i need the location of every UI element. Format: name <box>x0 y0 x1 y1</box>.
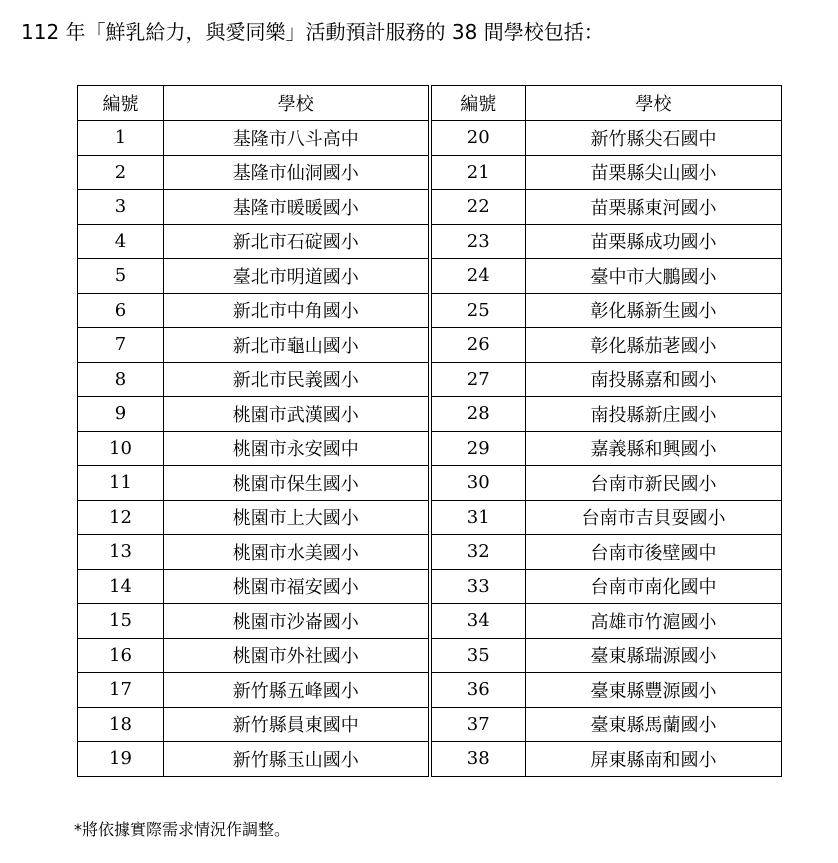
table-row <box>78 569 782 604</box>
cell-school: 苗栗縣成功國小 <box>526 224 782 259</box>
cell-number: 35 <box>430 638 526 673</box>
table-row <box>78 604 782 639</box>
header-school-right: 學校 <box>526 86 782 121</box>
school-table-container <box>77 85 782 777</box>
cell-school: 桃園市保生國小 <box>164 466 430 501</box>
cell-school: 新北市龜山國小 <box>164 328 430 363</box>
cell-number: 21 <box>430 155 526 190</box>
table-row <box>78 328 782 363</box>
cell-number: 13 <box>78 535 164 570</box>
cell-number: 28 <box>430 397 526 432</box>
cell-school: 彰化縣茄荖國小 <box>526 328 782 363</box>
cell-number: 1 <box>78 121 164 156</box>
cell-school: 苗栗縣尖山國小 <box>526 155 782 190</box>
cell-number: 31 <box>430 500 526 535</box>
table-row <box>78 707 782 742</box>
cell-number: 23 <box>430 224 526 259</box>
table-row <box>78 259 782 294</box>
cell-school: 新竹縣尖石國中 <box>526 121 782 156</box>
cell-number: 26 <box>430 328 526 363</box>
cell-school: 嘉義縣和興國小 <box>526 431 782 466</box>
cell-number: 19 <box>78 742 164 777</box>
cell-number: 16 <box>78 638 164 673</box>
header-school-left: 學校 <box>164 86 430 121</box>
cell-school: 台南市吉貝耍國小 <box>526 500 782 535</box>
cell-school: 新北市石碇國小 <box>164 224 430 259</box>
cell-school: 屏東縣南和國小 <box>526 742 782 777</box>
table-row <box>78 121 782 156</box>
cell-school: 台南市後壁國中 <box>526 535 782 570</box>
school-table <box>77 85 782 777</box>
cell-number: 30 <box>430 466 526 501</box>
table-body <box>78 121 782 777</box>
cell-number: 2 <box>78 155 164 190</box>
table-row <box>78 293 782 328</box>
cell-number: 37 <box>430 707 526 742</box>
cell-number: 17 <box>78 673 164 708</box>
footnote: *將依據實際需求情況作調整。 <box>74 820 291 839</box>
table-row <box>78 155 782 190</box>
cell-number: 6 <box>78 293 164 328</box>
cell-school: 南投縣新庄國小 <box>526 397 782 432</box>
cell-school: 臺北市明道國小 <box>164 259 430 294</box>
cell-number: 14 <box>78 569 164 604</box>
table-row <box>78 535 782 570</box>
cell-school: 台南市新民國小 <box>526 466 782 501</box>
cell-school: 新北市中角國小 <box>164 293 430 328</box>
cell-school: 臺中市大鵬國小 <box>526 259 782 294</box>
table-header-row <box>78 86 782 121</box>
cell-school: 桃園市水美國小 <box>164 535 430 570</box>
cell-number: 36 <box>430 673 526 708</box>
cell-number: 3 <box>78 190 164 225</box>
page-title: 112 年「鮮乳給力，與愛同樂」活動預計服務的 38 間學校包括： <box>21 20 604 44</box>
cell-number: 33 <box>430 569 526 604</box>
cell-school: 南投縣嘉和國小 <box>526 362 782 397</box>
cell-school: 桃園市外社國小 <box>164 638 430 673</box>
cell-school: 桃園市沙崙國小 <box>164 604 430 639</box>
cell-number: 29 <box>430 431 526 466</box>
cell-number: 18 <box>78 707 164 742</box>
cell-school: 台南市南化國中 <box>526 569 782 604</box>
cell-school: 桃園市永安國中 <box>164 431 430 466</box>
cell-number: 7 <box>78 328 164 363</box>
cell-school: 高雄市竹滬國小 <box>526 604 782 639</box>
cell-number: 11 <box>78 466 164 501</box>
cell-school: 苗栗縣東河國小 <box>526 190 782 225</box>
cell-number: 10 <box>78 431 164 466</box>
header-number-right: 編號 <box>430 86 526 121</box>
cell-number: 22 <box>430 190 526 225</box>
cell-school: 臺東縣瑞源國小 <box>526 638 782 673</box>
cell-school: 基隆市仙洞國小 <box>164 155 430 190</box>
cell-number: 25 <box>430 293 526 328</box>
table-row <box>78 742 782 777</box>
cell-number: 12 <box>78 500 164 535</box>
cell-number: 20 <box>430 121 526 156</box>
cell-number: 8 <box>78 362 164 397</box>
table-row <box>78 397 782 432</box>
table-row <box>78 673 782 708</box>
cell-school: 基隆市暖暖國小 <box>164 190 430 225</box>
cell-school: 新竹縣玉山國小 <box>164 742 430 777</box>
cell-school: 桃園市上大國小 <box>164 500 430 535</box>
cell-number: 24 <box>430 259 526 294</box>
table-row <box>78 638 782 673</box>
cell-number: 4 <box>78 224 164 259</box>
cell-school: 新北市民義國小 <box>164 362 430 397</box>
table-row <box>78 431 782 466</box>
cell-school: 新竹縣員東國中 <box>164 707 430 742</box>
cell-school: 桃園市福安國小 <box>164 569 430 604</box>
cell-number: 38 <box>430 742 526 777</box>
table-row <box>78 224 782 259</box>
cell-number: 32 <box>430 535 526 570</box>
cell-school: 臺東縣馬蘭國小 <box>526 707 782 742</box>
cell-number: 27 <box>430 362 526 397</box>
table-row <box>78 500 782 535</box>
cell-number: 15 <box>78 604 164 639</box>
cell-school: 彰化縣新生國小 <box>526 293 782 328</box>
cell-school: 臺東縣豐源國小 <box>526 673 782 708</box>
header-number-left: 編號 <box>78 86 164 121</box>
table-row <box>78 190 782 225</box>
cell-school: 桃園市武漢國小 <box>164 397 430 432</box>
cell-school: 新竹縣五峰國小 <box>164 673 430 708</box>
cell-school: 基隆市八斗高中 <box>164 121 430 156</box>
cell-number: 9 <box>78 397 164 432</box>
cell-number: 34 <box>430 604 526 639</box>
cell-number: 5 <box>78 259 164 294</box>
table-row <box>78 362 782 397</box>
table-row <box>78 466 782 501</box>
